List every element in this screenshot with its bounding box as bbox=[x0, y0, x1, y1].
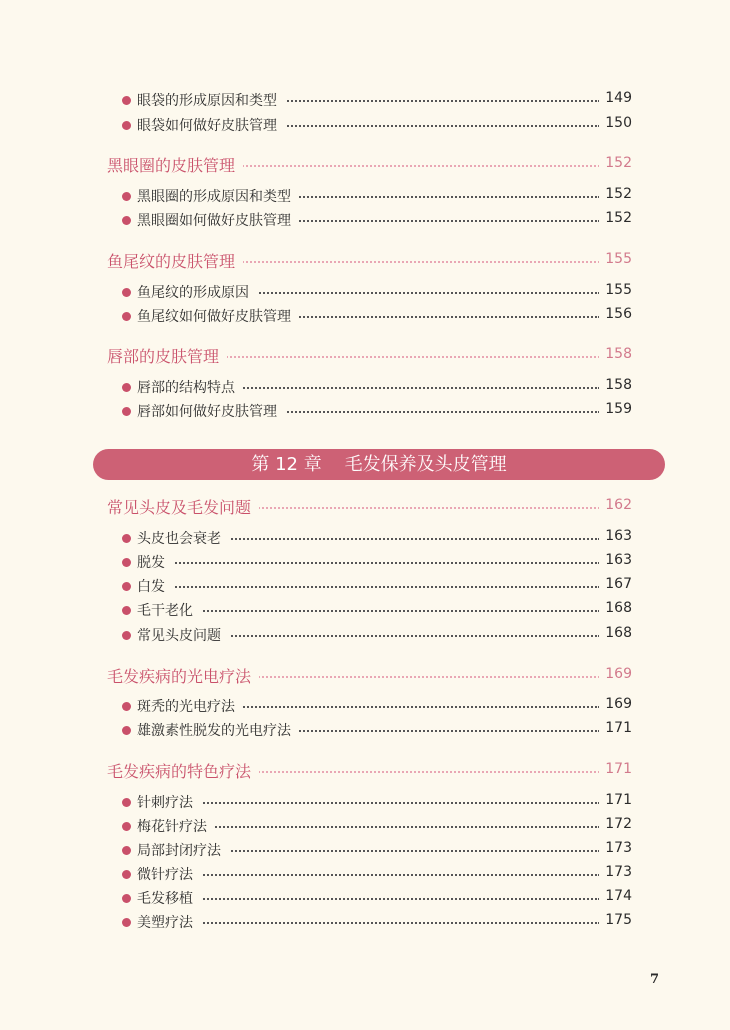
toc-section[interactable] bbox=[0, 495, 730, 521]
item-title: 常见头皮问题 bbox=[137, 625, 229, 645]
dot-leader bbox=[140, 562, 600, 564]
page-ref: 171 bbox=[599, 761, 632, 777]
bullet-icon bbox=[122, 582, 131, 591]
dot-leader bbox=[140, 586, 600, 588]
item-title: 脱发 bbox=[137, 552, 173, 572]
toc-item[interactable] bbox=[0, 886, 730, 912]
toc-item[interactable] bbox=[0, 598, 730, 624]
page-ref: 169 bbox=[599, 696, 632, 712]
section-title: 鱼尾纹的皮肤管理 bbox=[107, 249, 243, 272]
toc-item[interactable] bbox=[0, 208, 730, 234]
item-title: 斑秃的光电疗法 bbox=[137, 696, 243, 716]
item-title: 黑眼圈如何做好皮肤管理 bbox=[137, 210, 299, 230]
page-ref: 158 bbox=[599, 377, 632, 393]
bullet-icon bbox=[122, 798, 131, 807]
bullet-icon bbox=[122, 870, 131, 879]
page-ref: 150 bbox=[599, 115, 632, 131]
page-ref: 155 bbox=[599, 251, 632, 267]
item-title: 雄激素性脱发的光电疗法 bbox=[137, 720, 299, 740]
item-title: 黑眼圈的形成原因和类型 bbox=[137, 186, 299, 206]
chapter-heading: 第 12 章 毛发保养及头皮管理 bbox=[93, 449, 665, 480]
toc-item[interactable] bbox=[0, 814, 730, 840]
page-ref: 152 bbox=[599, 186, 632, 202]
page-ref: 171 bbox=[599, 720, 632, 736]
bullet-icon bbox=[122, 312, 131, 321]
item-title: 唇部如何做好皮肤管理 bbox=[137, 401, 285, 421]
toc-section[interactable] bbox=[0, 759, 730, 785]
toc-item[interactable] bbox=[0, 375, 730, 401]
bullet-icon bbox=[122, 558, 131, 567]
bullet-icon bbox=[122, 631, 131, 640]
toc-section[interactable] bbox=[0, 249, 730, 275]
page-ref: 155 bbox=[599, 282, 632, 298]
dot-leader bbox=[140, 922, 600, 924]
bullet-icon bbox=[122, 192, 131, 201]
page-ref: 149 bbox=[599, 90, 632, 106]
page-ref: 156 bbox=[599, 306, 632, 322]
toc-item[interactable] bbox=[0, 88, 730, 114]
item-title: 局部封闭疗法 bbox=[137, 840, 229, 860]
item-title: 美塑疗法 bbox=[137, 912, 201, 932]
item-title: 眼袋的形成原因和类型 bbox=[137, 90, 285, 110]
bullet-icon bbox=[122, 288, 131, 297]
page-ref: 168 bbox=[599, 625, 632, 641]
section-title: 唇部的皮肤管理 bbox=[107, 344, 227, 367]
toc-section[interactable] bbox=[0, 153, 730, 179]
page-ref: 162 bbox=[599, 497, 632, 513]
item-title: 唇部的结构特点 bbox=[137, 377, 243, 397]
page-ref: 163 bbox=[599, 552, 632, 568]
toc-item[interactable] bbox=[0, 862, 730, 888]
bullet-icon bbox=[122, 96, 131, 105]
item-title: 鱼尾纹的形成原因 bbox=[137, 282, 257, 302]
item-title: 毛发移植 bbox=[137, 888, 201, 908]
toc-item[interactable] bbox=[0, 184, 730, 210]
toc-item[interactable] bbox=[0, 399, 730, 425]
bullet-icon bbox=[122, 702, 131, 711]
item-title: 毛干老化 bbox=[137, 600, 201, 620]
page-ref: 173 bbox=[599, 864, 632, 880]
item-title: 白发 bbox=[137, 576, 173, 596]
toc-item[interactable] bbox=[0, 694, 730, 720]
item-title: 鱼尾纹如何做好皮肤管理 bbox=[137, 306, 299, 326]
toc-item[interactable] bbox=[0, 623, 730, 649]
page-ref: 152 bbox=[599, 210, 632, 226]
bullet-icon bbox=[122, 407, 131, 416]
bullet-icon bbox=[122, 918, 131, 927]
toc-item[interactable] bbox=[0, 550, 730, 576]
page-ref: 163 bbox=[599, 528, 632, 544]
bullet-icon bbox=[122, 534, 131, 543]
bullet-icon bbox=[122, 726, 131, 735]
bullet-icon bbox=[122, 822, 131, 831]
bullet-icon bbox=[122, 894, 131, 903]
bullet-icon bbox=[122, 846, 131, 855]
bullet-icon bbox=[122, 121, 131, 130]
page-ref: 159 bbox=[599, 401, 632, 417]
toc-item[interactable] bbox=[0, 304, 730, 330]
page-ref: 173 bbox=[599, 840, 632, 856]
item-title: 眼袋如何做好皮肤管理 bbox=[137, 115, 285, 135]
section-title: 黑眼圈的皮肤管理 bbox=[107, 153, 243, 176]
page-ref: 171 bbox=[599, 792, 632, 808]
toc-item[interactable] bbox=[0, 910, 730, 936]
toc-item[interactable] bbox=[0, 113, 730, 139]
item-title: 梅花针疗法 bbox=[137, 816, 215, 836]
page-ref: 158 bbox=[599, 346, 632, 362]
item-title: 微针疗法 bbox=[137, 864, 201, 884]
bullet-icon bbox=[122, 216, 131, 225]
page-ref: 168 bbox=[599, 600, 632, 616]
dot-leader bbox=[140, 898, 600, 900]
page-number: 7 bbox=[650, 972, 660, 987]
section-title: 毛发疾病的特色疗法 bbox=[107, 759, 259, 782]
page-ref: 175 bbox=[599, 912, 632, 928]
toc-section[interactable] bbox=[0, 664, 730, 690]
dot-leader bbox=[140, 610, 600, 612]
section-title: 毛发疾病的光电疗法 bbox=[107, 664, 259, 687]
page-ref: 174 bbox=[599, 888, 632, 904]
toc-item[interactable] bbox=[0, 838, 730, 864]
dot-leader bbox=[140, 802, 600, 804]
toc-section[interactable] bbox=[0, 344, 730, 370]
toc-item[interactable] bbox=[0, 790, 730, 816]
toc-item[interactable] bbox=[0, 280, 730, 306]
toc-item[interactable] bbox=[0, 526, 730, 552]
dot-leader bbox=[140, 874, 600, 876]
page-ref: 167 bbox=[599, 576, 632, 592]
bullet-icon bbox=[122, 383, 131, 392]
page-ref: 172 bbox=[599, 816, 632, 832]
toc-item[interactable] bbox=[0, 718, 730, 744]
page-ref: 169 bbox=[599, 666, 632, 682]
section-title: 常见头皮及毛发问题 bbox=[107, 495, 259, 518]
page-ref: 152 bbox=[599, 155, 632, 171]
item-title: 针刺疗法 bbox=[137, 792, 201, 812]
bullet-icon bbox=[122, 606, 131, 615]
toc-item[interactable] bbox=[0, 574, 730, 600]
item-title: 头皮也会衰老 bbox=[137, 528, 229, 548]
